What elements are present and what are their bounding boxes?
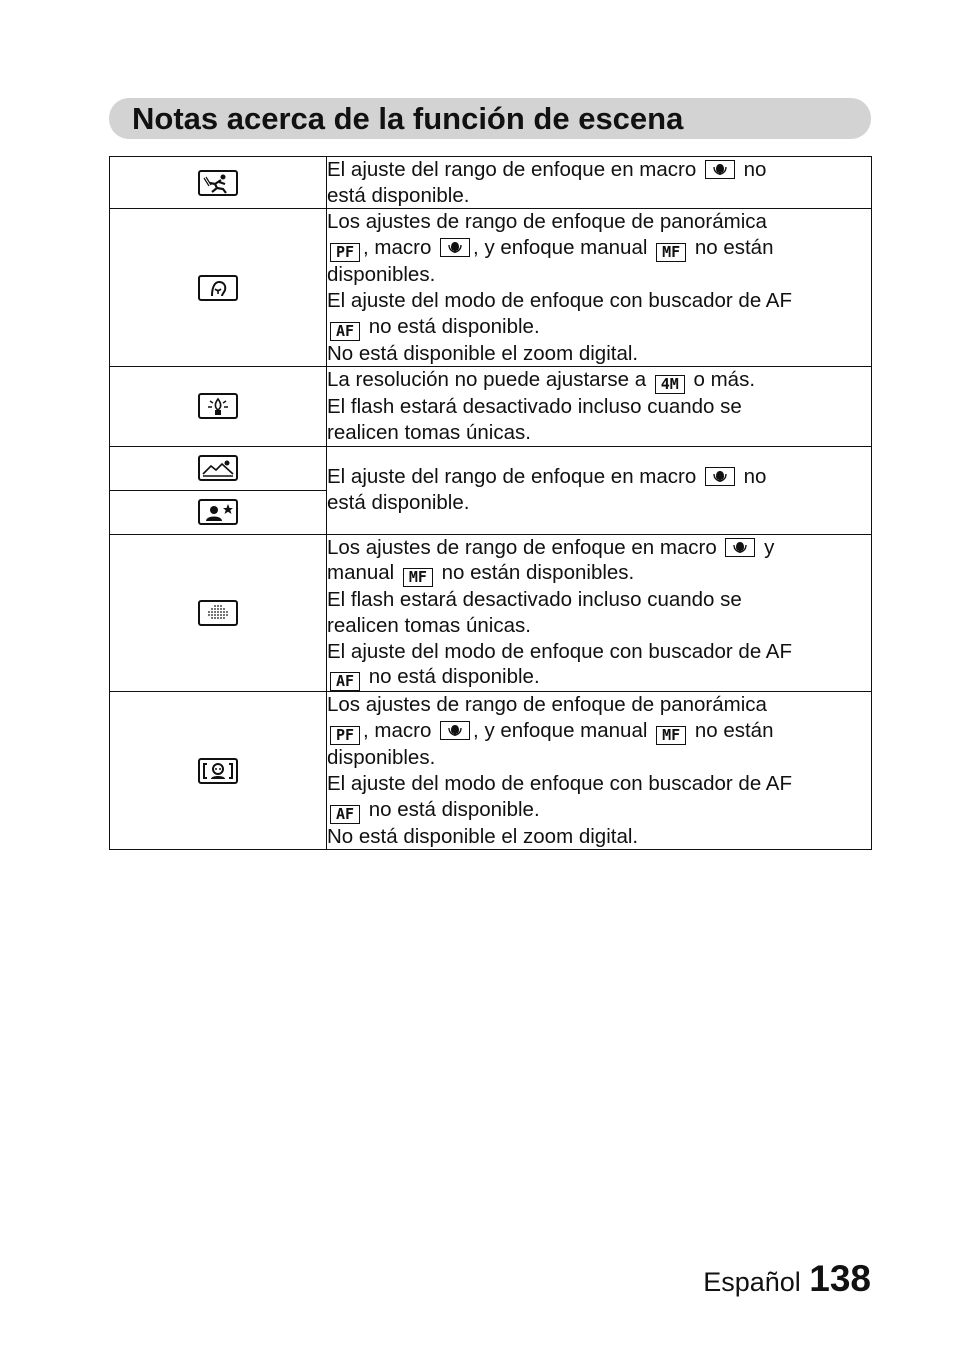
section-title-bar	[109, 98, 871, 139]
note-text: está disponible.	[327, 491, 470, 515]
macro-icon	[725, 538, 755, 557]
note-line	[327, 420, 871, 446]
scene-icon-cell	[110, 157, 327, 209]
note-text: no están	[689, 719, 774, 743]
manual-focus-icon: MF	[403, 568, 433, 587]
macro-icon	[440, 721, 470, 740]
note-line	[327, 639, 871, 665]
table-row	[110, 692, 872, 850]
note-line	[327, 235, 871, 262]
scene-icon-cell	[110, 367, 327, 446]
note-text: no	[737, 465, 767, 489]
scene-note-cell	[327, 157, 872, 209]
note-text: no están disponibles.	[435, 561, 635, 585]
note-line	[327, 692, 871, 718]
night-portrait-icon	[198, 499, 238, 525]
scene-note-cell	[327, 209, 872, 367]
note-line	[327, 394, 871, 420]
scene-note-cell	[327, 692, 872, 850]
macro-icon	[705, 160, 735, 179]
note-text: El flash estará desactivado incluso cuando se	[327, 395, 742, 419]
portrait-icon	[198, 275, 238, 301]
af-finder-icon: AF	[330, 805, 360, 824]
scene-note-cell	[327, 534, 872, 692]
fireworks-icon	[198, 600, 238, 626]
scene-icon-cell	[110, 446, 327, 490]
table-row	[110, 534, 872, 692]
note-text: No está disponible el zoom digital.	[327, 824, 639, 848]
note-text: El ajuste del rango de enfoque en macro	[327, 465, 702, 489]
note-line	[327, 341, 871, 367]
note-line	[327, 718, 871, 745]
note-text: No está disponible el zoom digital.	[327, 341, 639, 365]
note-text: disponibles.	[327, 746, 436, 770]
note-text: manual	[327, 561, 400, 585]
note-text: Los ajustes de rango de enfoque en macro	[327, 535, 723, 559]
manual-focus-icon: MF	[656, 726, 686, 745]
table-row	[110, 446, 872, 490]
pan-focus-icon: PF	[330, 243, 360, 262]
note-text: realicen tomas únicas.	[327, 614, 531, 638]
table-row	[110, 157, 872, 209]
lamp-icon	[198, 758, 238, 784]
note-line	[327, 314, 871, 341]
resolution-icon: 4M	[655, 375, 685, 394]
candlelight-icon	[198, 393, 238, 419]
note-line	[327, 464, 871, 490]
note-line	[327, 490, 871, 516]
page-footer	[703, 1258, 871, 1300]
note-text: no están	[689, 236, 774, 260]
scene-icon-cell	[110, 692, 327, 850]
scene-icon-cell	[110, 490, 327, 534]
macro-icon	[440, 238, 470, 257]
scene-icon-cell	[110, 209, 327, 367]
note-text: El flash estará desactivado incluso cuando se	[327, 588, 742, 612]
pan-focus-icon: PF	[330, 726, 360, 745]
note-line	[327, 797, 871, 824]
note-text: no está disponible.	[363, 314, 540, 338]
note-line	[327, 824, 871, 850]
scene-note-cell	[327, 367, 872, 446]
manual-focus-icon: MF	[656, 243, 686, 262]
macro-icon	[705, 467, 735, 486]
note-text: está disponible.	[327, 183, 470, 207]
note-text: no	[737, 158, 767, 181]
note-line	[327, 183, 871, 209]
note-text: , macro	[363, 719, 438, 743]
table-row	[110, 209, 872, 367]
note-line	[327, 771, 871, 797]
scene-note-cell	[327, 446, 872, 534]
note-text: realicen tomas únicas.	[327, 420, 531, 444]
note-line	[327, 157, 871, 183]
note-line	[327, 262, 871, 288]
note-text: El ajuste del rango de enfoque en macro	[327, 158, 702, 181]
note-text: no está disponible.	[363, 665, 540, 689]
note-text: o más.	[687, 368, 756, 392]
note-text: no está disponible.	[363, 797, 540, 821]
note-text: El ajuste del modo de enfoque con buscador de AF	[327, 771, 792, 795]
landscape-icon	[198, 455, 238, 481]
af-finder-icon: AF	[330, 322, 360, 341]
note-text: Los ajustes de rango de enfoque de panorámica	[327, 210, 767, 234]
sports-icon	[198, 170, 238, 196]
note-line	[327, 209, 871, 235]
note-line	[327, 367, 871, 394]
table-row	[110, 367, 872, 446]
note-text: La resolución no puede ajustarse a	[327, 368, 652, 392]
scene-icon-cell	[110, 534, 327, 692]
note-line	[327, 587, 871, 613]
note-text: El ajuste del modo de enfoque con buscador de AF	[327, 288, 792, 312]
note-text: , y enfoque manual	[473, 719, 654, 743]
note-text: Los ajustes de rango de enfoque de panorámica	[327, 693, 767, 717]
note-text: , macro	[363, 236, 438, 260]
note-text: El ajuste del modo de enfoque con buscador de AF	[327, 639, 792, 663]
note-line	[327, 560, 871, 587]
note-line	[327, 535, 871, 561]
note-line	[327, 288, 871, 314]
note-line	[327, 664, 871, 691]
note-line	[327, 613, 871, 639]
note-text: , y enfoque manual	[473, 236, 654, 260]
note-line	[327, 745, 871, 771]
note-text: y	[758, 535, 775, 559]
page-number: 138	[809, 1258, 871, 1299]
note-text: disponibles.	[327, 263, 436, 287]
af-finder-icon: AF	[330, 672, 360, 691]
section-title: Notas acerca de la función de escena	[132, 101, 684, 136]
scene-notes-table	[109, 156, 872, 850]
footer-language: Español	[703, 1267, 801, 1297]
